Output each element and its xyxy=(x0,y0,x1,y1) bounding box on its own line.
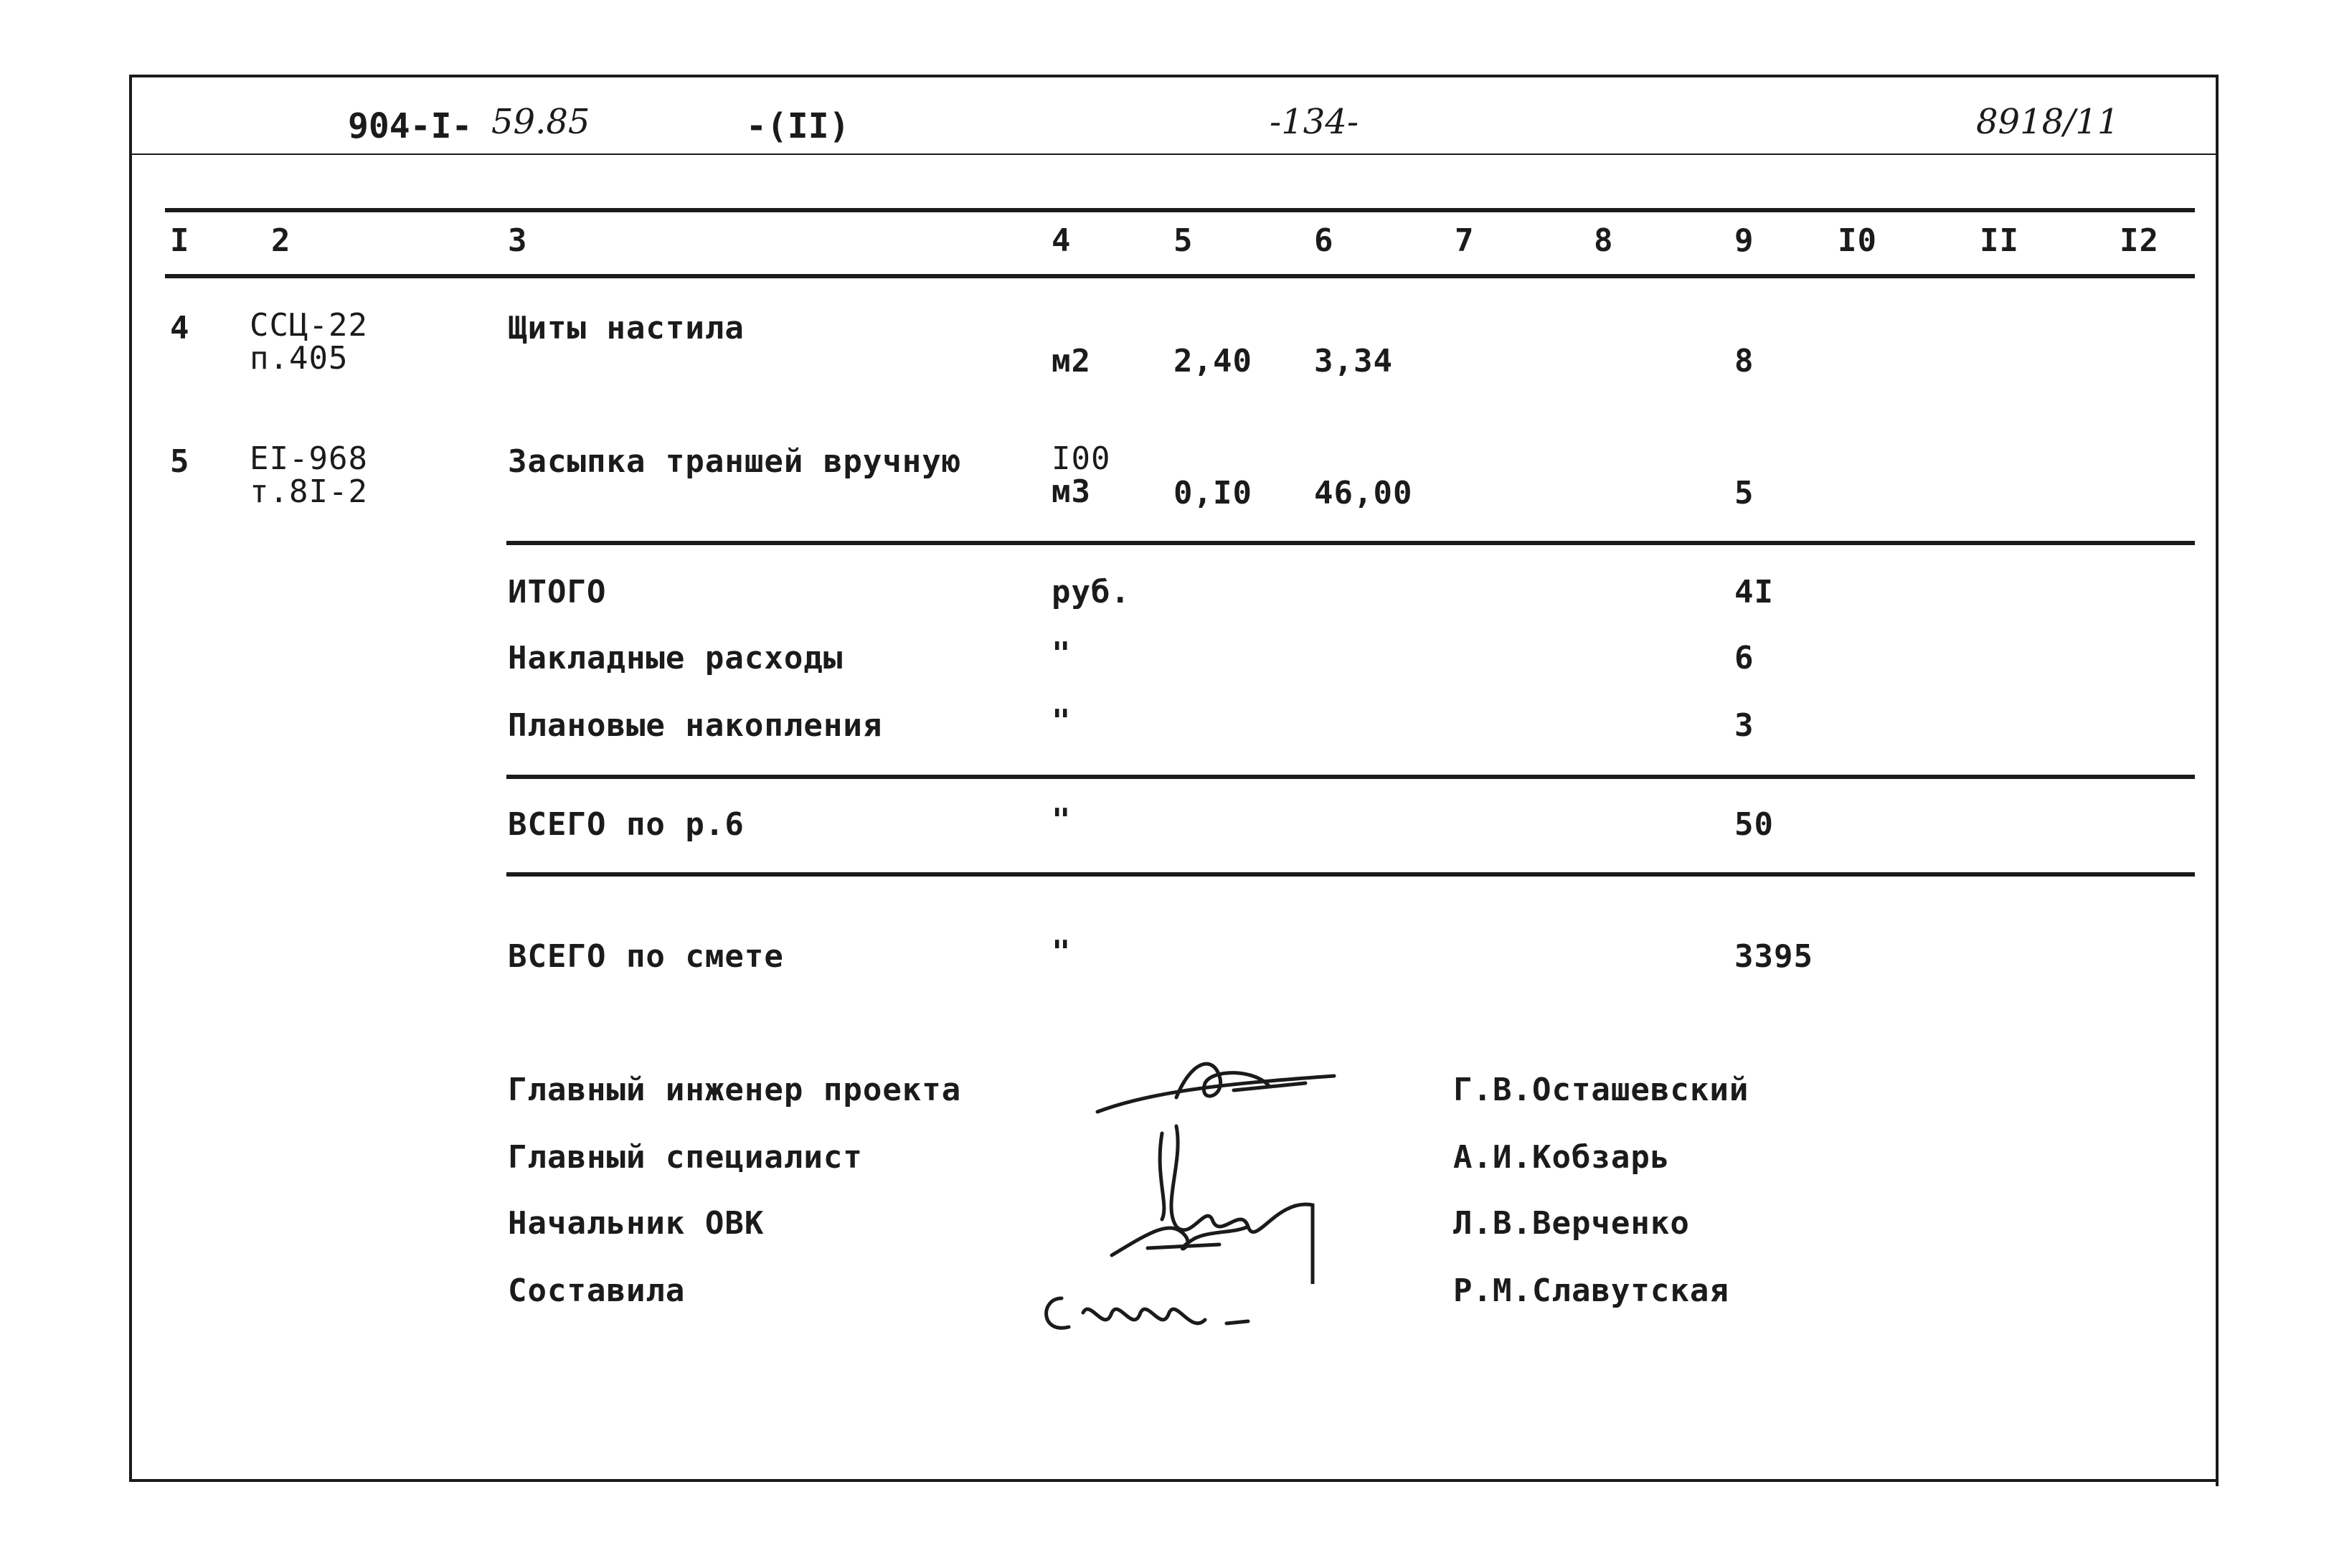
planned-savings-unit: " xyxy=(1052,703,1072,740)
frame-left-border xyxy=(129,77,132,1482)
frame-right-border xyxy=(2216,75,2219,1486)
row-unit-line1: I00 xyxy=(1052,440,1111,477)
col-header-5: 5 xyxy=(1173,222,1194,259)
row-number: 4 xyxy=(170,310,190,346)
total-value: 4I xyxy=(1734,574,1774,610)
planned-savings-value: 3 xyxy=(1734,707,1754,744)
signature-mark-compiler xyxy=(1033,1270,1262,1349)
grand-total-unit: " xyxy=(1052,934,1072,970)
signature-mark-chief-engineer xyxy=(1090,1047,1348,1126)
frame-top-border xyxy=(129,75,2219,77)
signature-role: Составила xyxy=(508,1272,686,1309)
col-header-1: I xyxy=(170,222,190,259)
document-code-prefix: 904-I- xyxy=(348,106,473,146)
row-name: Щиты настила xyxy=(508,310,745,346)
row-code-line2: т.8I-2 xyxy=(250,473,368,510)
document-part: -(II) xyxy=(746,106,850,146)
section-total-label: ВСЕГО по р.6 xyxy=(508,806,745,843)
row-col5: 0,I0 xyxy=(1173,475,1252,511)
overhead-value: 6 xyxy=(1734,640,1754,676)
signature-name: Р.М.Славутская xyxy=(1453,1272,1729,1309)
row-name: Засыпка траншей вручную xyxy=(508,443,962,480)
total-unit: руб. xyxy=(1052,574,1130,610)
archive-number: 8918/11 xyxy=(1976,102,2120,142)
row-col6: 46,00 xyxy=(1314,475,1413,511)
rows-bottom-rule xyxy=(506,541,2195,545)
col-header-6: 6 xyxy=(1314,222,1334,259)
section-total-value: 50 xyxy=(1734,806,1774,843)
row-code-line1: ЕI-968 xyxy=(250,440,368,477)
overhead-unit: " xyxy=(1052,636,1072,672)
total-label: ИТОГО xyxy=(508,574,607,610)
row-col5: 2,40 xyxy=(1173,343,1252,379)
col-header-9: 9 xyxy=(1734,222,1754,259)
overhead-label: Накладные расходы xyxy=(508,640,844,676)
col-header-8: 8 xyxy=(1594,222,1614,259)
signature-role: Главный инженер проекта xyxy=(508,1072,962,1108)
signature-name: Г.В.Осташевский xyxy=(1453,1072,1749,1108)
col-header-11: II xyxy=(1980,222,2019,259)
col-header-3: 3 xyxy=(508,222,528,259)
frame-bottom-border xyxy=(129,1479,2219,1482)
row-unit-line2: м3 xyxy=(1052,473,1091,510)
row-number: 5 xyxy=(170,443,190,480)
grand-total-value: 3395 xyxy=(1734,938,1813,975)
signature-name: Л.В.Верченко xyxy=(1453,1205,1690,1242)
signature-mark-ovk-head xyxy=(1105,1205,1262,1270)
col-header-12: I2 xyxy=(2120,222,2159,259)
section-total-unit: " xyxy=(1052,802,1072,839)
signature-role: Главный специалист xyxy=(508,1139,863,1176)
document-code-handwritten: 59.85 xyxy=(491,102,590,142)
col-header-4: 4 xyxy=(1052,222,1072,259)
row-unit-line2: м2 xyxy=(1052,343,1091,379)
row-col9: 5 xyxy=(1734,475,1754,511)
page-number: -134- xyxy=(1270,102,1359,142)
row-code-line1: ССЦ-22 xyxy=(250,307,368,344)
grand-total-label: ВСЕГО по смете xyxy=(508,938,784,975)
header-separator xyxy=(129,154,2219,155)
signature-name: А.И.Кобзарь xyxy=(1453,1139,1671,1176)
row-col9: 8 xyxy=(1734,343,1754,379)
row-col6: 3,34 xyxy=(1314,343,1393,379)
table-top-rule xyxy=(165,208,2195,212)
section-bottom-rule xyxy=(506,872,2195,877)
col-header-2: 2 xyxy=(271,222,291,259)
row-code-line2: п.405 xyxy=(250,340,349,377)
totals-bottom-rule xyxy=(506,775,2195,779)
col-header-7: 7 xyxy=(1455,222,1475,259)
col-header-10: I0 xyxy=(1838,222,1877,259)
planned-savings-label: Плановые накопления xyxy=(508,707,883,744)
signature-role: Начальник ОВК xyxy=(508,1205,765,1242)
header-bottom-rule xyxy=(165,274,2195,278)
